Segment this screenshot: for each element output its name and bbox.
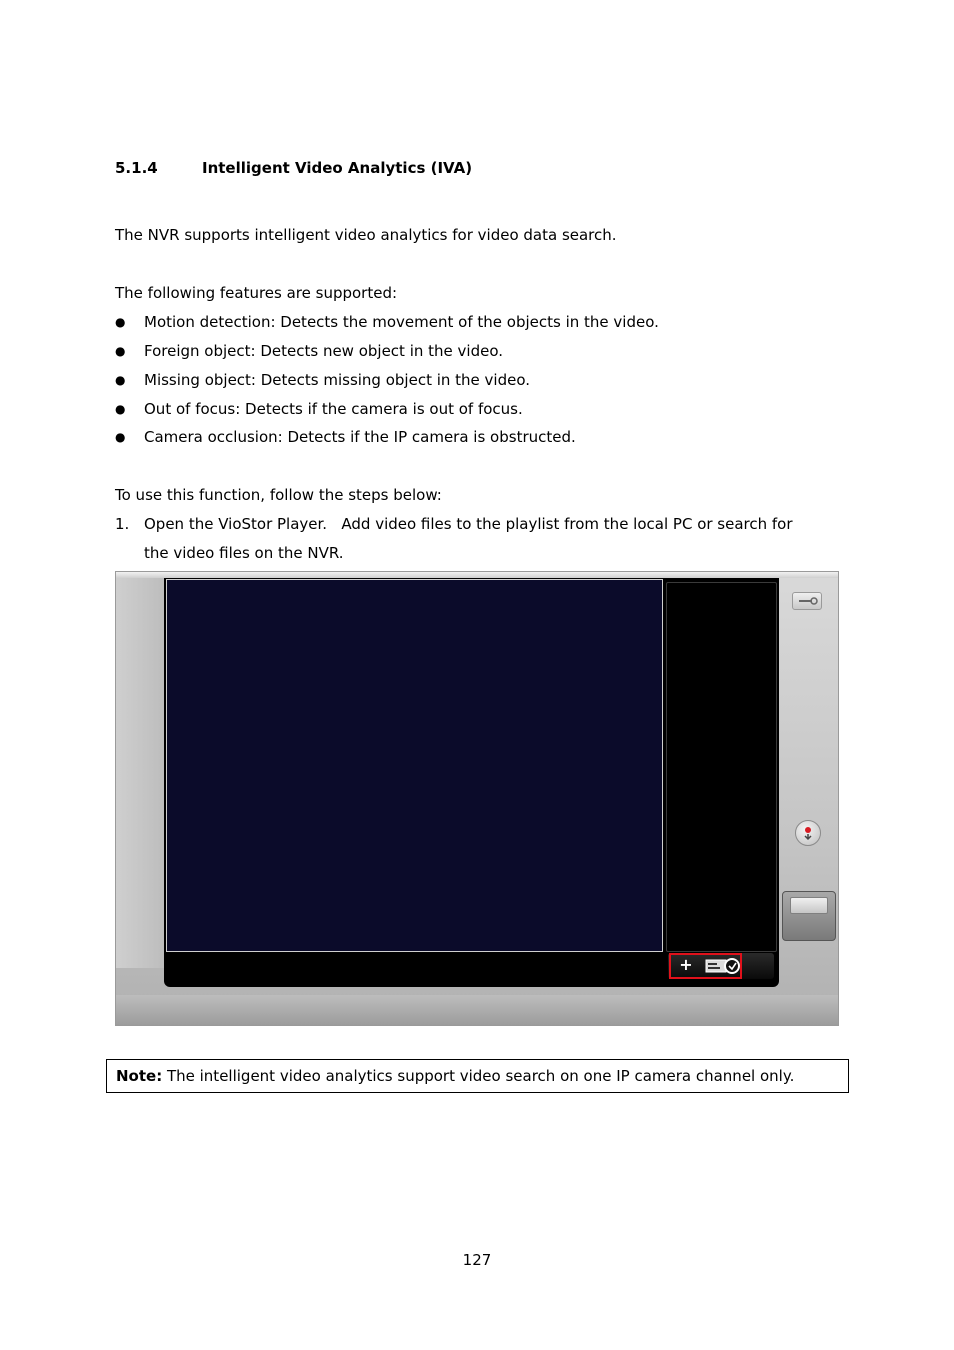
bullet-icon: ●	[115, 344, 126, 358]
section-number: 5.1.4	[115, 159, 158, 177]
viostor-player-screenshot	[115, 571, 839, 1026]
intro-paragraph: The NVR supports intelligent video analytics for video data search.	[115, 226, 617, 244]
feature-item: Missing object: Detects missing object in the video.	[144, 371, 531, 389]
page-number: 127	[462, 1251, 492, 1269]
feature-item: Foreign object: Detects new object in the video.	[144, 342, 504, 360]
tool-icon[interactable]	[792, 592, 822, 610]
player-left-rail	[116, 578, 164, 968]
player-bottom-edge	[116, 995, 838, 1025]
features-intro: The following features are supported:	[115, 284, 398, 302]
bullet-icon: ●	[115, 402, 126, 416]
note-text: The intelligent video analytics support video search on one IP camera channel only.	[162, 1067, 795, 1085]
step-number: 1.	[115, 515, 130, 533]
panel-toggle-button[interactable]	[782, 891, 836, 941]
feature-item: Motion detection: Detects the movement of the objects in the video.	[144, 313, 659, 331]
highlight-box	[669, 953, 742, 979]
step-text-line1: Open the VioStor Player. Add video files to the playlist from the local PC or search for	[144, 515, 793, 533]
bullet-icon: ●	[115, 315, 126, 329]
feature-item: Camera occlusion: Detects if the IP camera is obstructed.	[144, 428, 576, 446]
note-box	[106, 1059, 849, 1093]
section-title: Intelligent Video Analytics (IVA)	[202, 159, 473, 177]
note-label: Note:	[116, 1067, 163, 1085]
panel-toggle-button-face	[790, 897, 828, 914]
steps-intro: To use this function, follow the steps below:	[115, 486, 442, 504]
add-icon[interactable]: +	[679, 955, 693, 974]
record-icon[interactable]	[795, 820, 821, 846]
video-display-area[interactable]	[166, 579, 663, 952]
step-text-line2: the video files on the NVR.	[144, 544, 344, 562]
bullet-icon: ●	[115, 373, 126, 387]
feature-item: Out of focus: Detects if the camera is out of focus.	[144, 400, 523, 418]
playlist-panel[interactable]	[666, 582, 777, 952]
bullet-icon: ●	[115, 430, 126, 444]
